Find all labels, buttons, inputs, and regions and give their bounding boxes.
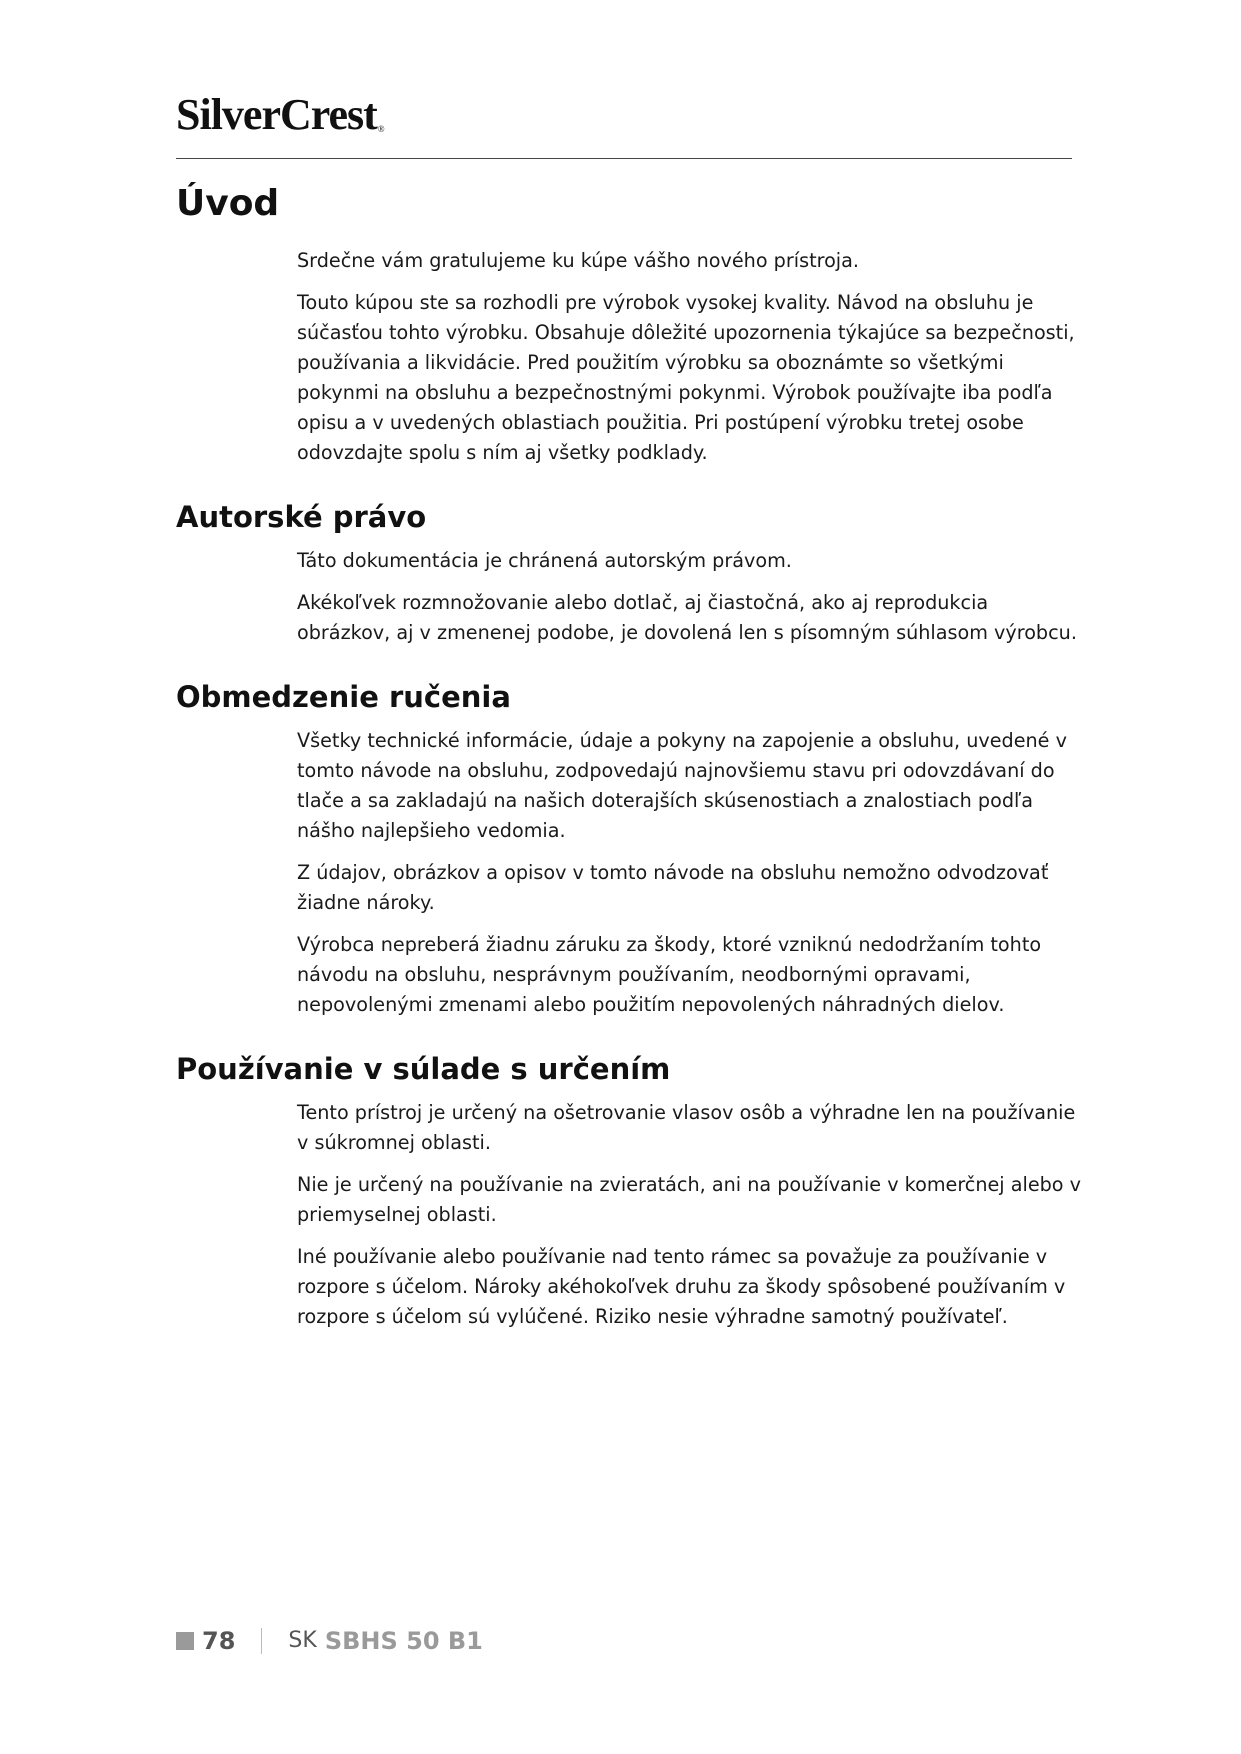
paragraph: Tento prístroj je určený na ošetrovanie vlasov osôb a výhradne len na používanie v súkromnej oblasti. <box>297 1101 1076 1154</box>
header-divider <box>176 158 1072 159</box>
page-content <box>176 183 1081 1344</box>
page-footer <box>176 1624 483 1658</box>
paragraph: Nie je určený na používanie na zvieratách, ani na používanie v komerčnej alebo v priemyselnej oblasti. <box>297 1173 1081 1226</box>
registered-mark: ® <box>377 124 384 134</box>
page-number: 78 <box>202 1627 236 1655</box>
brand-logo <box>176 88 1072 142</box>
paragraph: Touto kúpou ste sa rozhodli pre výrobok vysokej kvality. Návod na obsluhu je súčasťou tohto výrobku. Obsahuje dôležité upozornenia týkajúce sa bezpečnosti, používania a likvidácie. Pred použitím výrobku sa oboznámte so všetkými pokynmi na obsluhu a bezpečnostnými pokynmi. Výrobok používajte iba podľa opisu a v uvedených oblastiach použitia. Pri postúpení výrobku tretej osobe odovzdajte spolu s ním aj všetky podklady. <box>297 291 1075 464</box>
paragraph: Z údajov, obrázkov a opisov v tomto návode na obsluhu nemožno odvodzovať žiadne nároky. <box>297 861 1049 914</box>
section-heading: Úvod <box>176 183 280 224</box>
paragraph: Výrobca nepreberá žiadnu záruku za škody, ktoré vzniknú nedodržaním tohto návodu na obsluhu, nesprávnym používaním, neodbornými opravami, nepovolenými zmenami alebo použitím nepovolených náhradných dielov. <box>297 933 1042 1016</box>
section-heading: Používanie v súlade s určením <box>176 1052 671 1086</box>
paragraph: Akékoľvek rozmnožovanie alebo dotlač, aj čiastočná, ako aj reprodukcia obrázkov, aj v zmenenej podobe, je dovolená len s písomným súhlasom výrobcu. <box>297 591 1077 644</box>
brand-logo-text: SilverCrest <box>176 90 377 139</box>
section-obmedzenie-rucenia <box>176 680 1076 1020</box>
paragraph: Srdečne vám gratulujeme ku kúpe vášho nového prístroja. <box>297 249 859 272</box>
section-autorske-pravo <box>176 500 1076 648</box>
paragraph: Táto dokumentácia je chránená autorským právom. <box>297 549 792 572</box>
model-name: SBHS 50 B1 <box>324 1627 483 1655</box>
section-pouzivanie <box>176 1052 1081 1332</box>
section-heading: Obmedzenie ručenia <box>176 680 511 714</box>
footer-square-icon <box>176 1632 194 1650</box>
footer-divider <box>261 1628 262 1654</box>
language-code: SK <box>288 1628 317 1653</box>
section-heading: Autorské právo <box>176 500 427 534</box>
page-header <box>176 88 1072 159</box>
paragraph: Všetky technické informácie, údaje a pokyny na zapojenie a obsluhu, uvedené v tomto návode na obsluhu, zodpovedajú najnovšiemu stavu pri odovzdávaní do tlače a sa zakladajú na našich doterajších skúsenostiach a znalostiach podľa nášho najlepšieho vedomia. <box>297 729 1067 842</box>
paragraph: Iné používanie alebo používanie nad tento rámec sa považuje za používanie v rozpore s účelom. Nároky akéhokoľvek druhu za škody spôsobené používaním v rozpore s účelom sú vylúčené. Riziko nesie výhradne samotný používateľ. <box>297 1245 1066 1328</box>
section-uvod <box>176 184 1076 468</box>
